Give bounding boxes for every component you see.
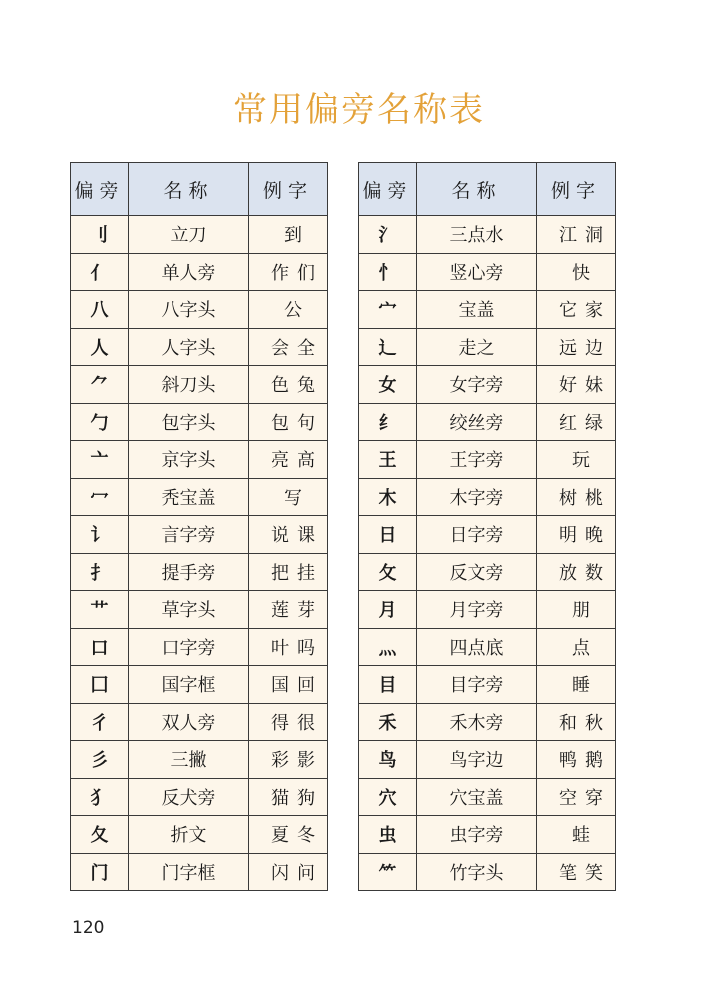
example-chars-cell: 叶吗 bbox=[249, 628, 328, 666]
radical-cell: 穴 bbox=[359, 778, 417, 816]
table-row bbox=[359, 553, 616, 591]
example-chars-cell: 好妹 bbox=[537, 366, 616, 404]
example-chars-cell: 和秋 bbox=[537, 703, 616, 741]
table-row bbox=[71, 591, 328, 629]
example-chars-cell: 彩影 bbox=[249, 741, 328, 779]
table-row bbox=[359, 591, 616, 629]
radical-cell: 囗 bbox=[71, 666, 129, 704]
radical-name-cell: 反文旁 bbox=[417, 553, 537, 591]
example-chars-cell: 会全 bbox=[249, 328, 328, 366]
table-row bbox=[71, 403, 328, 441]
radical-table-left-body bbox=[71, 216, 328, 891]
radical-cell: 门 bbox=[71, 853, 129, 891]
example-chars-cell: 放数 bbox=[537, 553, 616, 591]
radical-name-cell: 国字框 bbox=[129, 666, 249, 704]
example-chars-cell: 它家 bbox=[537, 291, 616, 329]
table-row bbox=[71, 328, 328, 366]
radical-name-cell: 人字头 bbox=[129, 328, 249, 366]
radical-cell: 目 bbox=[359, 666, 417, 704]
radical-name-cell: 王字旁 bbox=[417, 441, 537, 479]
table-row bbox=[71, 816, 328, 854]
header-name: 名称 bbox=[129, 163, 249, 216]
example-chars-cell: 朋 bbox=[537, 591, 616, 629]
radical-name-cell: 包字头 bbox=[129, 403, 249, 441]
table-row bbox=[71, 778, 328, 816]
radical-cell: 纟 bbox=[359, 403, 417, 441]
radical-cell: 宀 bbox=[359, 291, 417, 329]
radical-cell: 亠 bbox=[71, 441, 129, 479]
table-row bbox=[71, 478, 328, 516]
radical-cell: 攵 bbox=[359, 553, 417, 591]
table-row bbox=[71, 703, 328, 741]
table-row bbox=[71, 216, 328, 254]
radical-name-cell: 三撇 bbox=[129, 741, 249, 779]
example-chars-cell: 得很 bbox=[249, 703, 328, 741]
radical-name-cell: 门字框 bbox=[129, 853, 249, 891]
radical-cell: 人 bbox=[71, 328, 129, 366]
radical-name-cell: 穴宝盖 bbox=[417, 778, 537, 816]
table-row bbox=[71, 441, 328, 479]
example-chars-cell: 闪问 bbox=[249, 853, 328, 891]
radical-cell: 虫 bbox=[359, 816, 417, 854]
example-chars-cell: 说课 bbox=[249, 516, 328, 554]
table-row bbox=[359, 853, 616, 891]
radical-cell: 月 bbox=[359, 591, 417, 629]
radical-cell: 口 bbox=[71, 628, 129, 666]
radical-name-cell: 虫字旁 bbox=[417, 816, 537, 854]
radical-name-cell: 四点底 bbox=[417, 628, 537, 666]
table-header-row bbox=[359, 163, 616, 216]
example-chars-cell: 包句 bbox=[249, 403, 328, 441]
table-row bbox=[359, 478, 616, 516]
radical-cell: ⺈ bbox=[71, 366, 129, 404]
example-chars-cell: 蛙 bbox=[537, 816, 616, 854]
example-chars-cell: 树桃 bbox=[537, 478, 616, 516]
radical-name-cell: 反犬旁 bbox=[129, 778, 249, 816]
radical-cell: 灬 bbox=[359, 628, 417, 666]
header-example: 例字 bbox=[537, 163, 616, 216]
example-chars-cell: 睡 bbox=[537, 666, 616, 704]
radical-table-left bbox=[70, 162, 328, 891]
radical-name-cell: 秃宝盖 bbox=[129, 478, 249, 516]
example-chars-cell: 作们 bbox=[249, 253, 328, 291]
table-row bbox=[359, 516, 616, 554]
table-header-row bbox=[71, 163, 328, 216]
page-title: 常用偏旁名称表 bbox=[233, 90, 485, 130]
radical-name-cell: 目字旁 bbox=[417, 666, 537, 704]
radical-name-cell: 双人旁 bbox=[129, 703, 249, 741]
table-row bbox=[359, 816, 616, 854]
radical-name-cell: 口字旁 bbox=[129, 628, 249, 666]
radical-name-cell: 宝盖 bbox=[417, 291, 537, 329]
table-row bbox=[71, 253, 328, 291]
table-row bbox=[359, 703, 616, 741]
example-chars-cell: 亮高 bbox=[249, 441, 328, 479]
radical-name-cell: 折文 bbox=[129, 816, 249, 854]
table-row bbox=[71, 628, 328, 666]
radical-cell: 彡 bbox=[71, 741, 129, 779]
radical-name-cell: 木字旁 bbox=[417, 478, 537, 516]
example-chars-cell: 空穿 bbox=[537, 778, 616, 816]
table-row bbox=[71, 553, 328, 591]
radical-name-cell: 京字头 bbox=[129, 441, 249, 479]
header-name: 名称 bbox=[417, 163, 537, 216]
radical-cell: 彳 bbox=[71, 703, 129, 741]
radical-cell: ⺮ bbox=[359, 853, 417, 891]
radical-cell: 忄 bbox=[359, 253, 417, 291]
example-chars-cell: 到 bbox=[249, 216, 328, 254]
radical-name-cell: 女字旁 bbox=[417, 366, 537, 404]
example-chars-cell: 国回 bbox=[249, 666, 328, 704]
radical-cell: 八 bbox=[71, 291, 129, 329]
radical-name-cell: 提手旁 bbox=[129, 553, 249, 591]
example-chars-cell: 点 bbox=[537, 628, 616, 666]
radical-cell: 亻 bbox=[71, 253, 129, 291]
example-chars-cell: 远边 bbox=[537, 328, 616, 366]
header-radical: 偏旁 bbox=[359, 163, 417, 216]
table-row bbox=[71, 366, 328, 404]
example-chars-cell: 写 bbox=[249, 478, 328, 516]
radical-cell: 女 bbox=[359, 366, 417, 404]
example-chars-cell: 快 bbox=[537, 253, 616, 291]
radical-cell: 犭 bbox=[71, 778, 129, 816]
radical-name-cell: 竹字头 bbox=[417, 853, 537, 891]
header-radical: 偏旁 bbox=[71, 163, 129, 216]
table-row bbox=[359, 291, 616, 329]
radical-name-cell: 绞丝旁 bbox=[417, 403, 537, 441]
radical-cell: 氵 bbox=[359, 216, 417, 254]
table-row bbox=[71, 853, 328, 891]
table-row bbox=[71, 666, 328, 704]
radical-name-cell: 日字旁 bbox=[417, 516, 537, 554]
table-row bbox=[359, 741, 616, 779]
radical-name-cell: 八字头 bbox=[129, 291, 249, 329]
table-row bbox=[359, 778, 616, 816]
example-chars-cell: 公 bbox=[249, 291, 328, 329]
radical-cell: 扌 bbox=[71, 553, 129, 591]
example-chars-cell: 红绿 bbox=[537, 403, 616, 441]
table-row bbox=[71, 516, 328, 554]
table-row bbox=[359, 328, 616, 366]
table-row bbox=[359, 666, 616, 704]
radical-cell: 艹 bbox=[71, 591, 129, 629]
radical-name-cell: 斜刀头 bbox=[129, 366, 249, 404]
radical-table-right bbox=[358, 162, 616, 891]
radical-cell: 王 bbox=[359, 441, 417, 479]
radical-cell: 讠 bbox=[71, 516, 129, 554]
radical-cell: 日 bbox=[359, 516, 417, 554]
table-row bbox=[359, 403, 616, 441]
radical-table-right-body bbox=[359, 216, 616, 891]
example-chars-cell: 玩 bbox=[537, 441, 616, 479]
radical-name-cell: 三点水 bbox=[417, 216, 537, 254]
radical-cell: 夂 bbox=[71, 816, 129, 854]
table-row bbox=[359, 253, 616, 291]
example-chars-cell: 猫狗 bbox=[249, 778, 328, 816]
radical-cell: 冖 bbox=[71, 478, 129, 516]
radical-name-cell: 走之 bbox=[417, 328, 537, 366]
example-chars-cell: 明晚 bbox=[537, 516, 616, 554]
example-chars-cell: 笔笑 bbox=[537, 853, 616, 891]
radical-cell: 禾 bbox=[359, 703, 417, 741]
radical-name-cell: 立刀 bbox=[129, 216, 249, 254]
page-number: 120 bbox=[72, 918, 105, 938]
table-row bbox=[359, 366, 616, 404]
radical-name-cell: 单人旁 bbox=[129, 253, 249, 291]
radical-cell: 辶 bbox=[359, 328, 417, 366]
radical-name-cell: 竖心旁 bbox=[417, 253, 537, 291]
table-row bbox=[359, 628, 616, 666]
example-chars-cell: 江洞 bbox=[537, 216, 616, 254]
table-row bbox=[71, 741, 328, 779]
example-chars-cell: 鸭鹅 bbox=[537, 741, 616, 779]
radical-name-cell: 鸟字边 bbox=[417, 741, 537, 779]
example-chars-cell: 色兔 bbox=[249, 366, 328, 404]
radical-name-cell: 月字旁 bbox=[417, 591, 537, 629]
table-row bbox=[359, 441, 616, 479]
example-chars-cell: 莲芽 bbox=[249, 591, 328, 629]
radical-cell: 鸟 bbox=[359, 741, 417, 779]
radical-name-cell: 草字头 bbox=[129, 591, 249, 629]
radical-cell: 木 bbox=[359, 478, 417, 516]
radical-cell: 刂 bbox=[71, 216, 129, 254]
radical-cell: 勹 bbox=[71, 403, 129, 441]
example-chars-cell: 夏冬 bbox=[249, 816, 328, 854]
radical-name-cell: 禾木旁 bbox=[417, 703, 537, 741]
table-row bbox=[71, 291, 328, 329]
radical-name-cell: 言字旁 bbox=[129, 516, 249, 554]
header-example: 例字 bbox=[249, 163, 328, 216]
table-row bbox=[359, 216, 616, 254]
example-chars-cell: 把挂 bbox=[249, 553, 328, 591]
